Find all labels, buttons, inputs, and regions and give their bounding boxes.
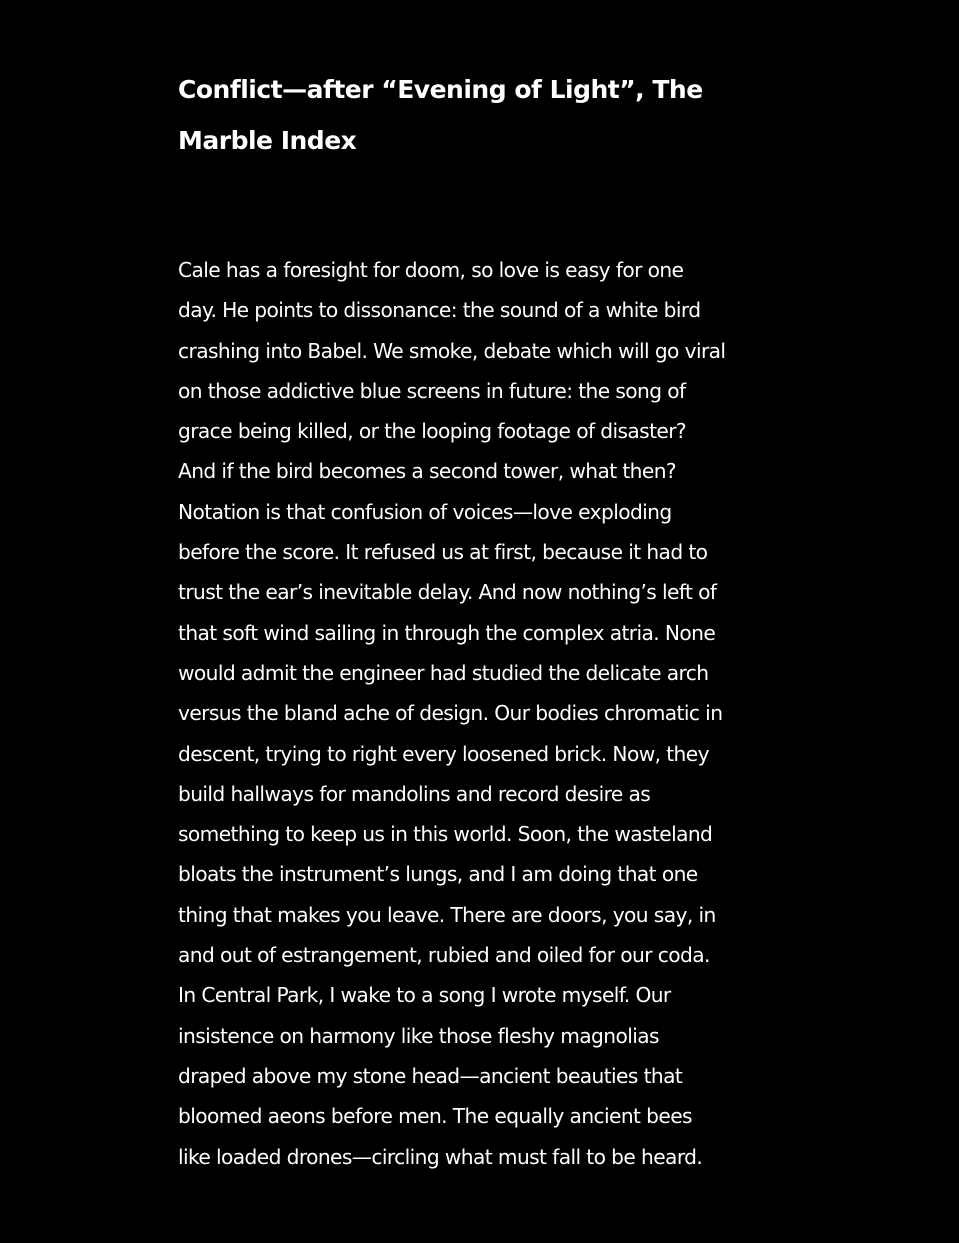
poem-title: Conflict—after “Evening of Light”, The Marble Index: [178, 75, 703, 155]
poem-line: bloomed aeons before men. The equally ancient bees: [178, 1104, 692, 1129]
poem-line: descent, trying to right every loosened brick. Now, they: [178, 741, 709, 766]
poem-line: Cale has a foresight for doom, so love is easy for one: [178, 258, 684, 282]
poem-line: day. He points to dissonance: the sound of a white bird: [178, 298, 701, 323]
poem-line: grace being killed, or the looping footage of disaster?: [178, 419, 687, 444]
poem-line: insistence on harmony like those fleshy magnolias: [178, 1023, 659, 1048]
poem-line: and out of estrangement, rubied and oiled for our coda.: [178, 943, 710, 968]
poem-line: like loaded drones—circling what must fall to be heard.: [178, 1144, 703, 1169]
poem-line: on those addictive blue screens in future: the song of: [178, 378, 686, 403]
poem-line: before the score. It refused us at first, because it had to: [178, 540, 708, 565]
poem-body: [178, 250, 838, 1177]
poem-line: build hallways for mandolins and record desire as: [178, 781, 651, 806]
poem-line: In Central Park, I wake to a song I wrote myself. Our: [178, 983, 671, 1008]
poem-line: something to keep us in this world. Soon, the wasteland: [178, 822, 713, 847]
poem-line: would admit the engineer had studied the delicate arch: [178, 660, 709, 685]
poem-line: And if the bird becomes a second tower, what then?: [178, 459, 676, 484]
poem-line: Notation is that confusion of voices—love exploding: [178, 499, 672, 524]
poem-line: versus the bland ache of design. Our bodies chromatic in: [178, 701, 723, 726]
poem-line: trust the ear’s inevitable delay. And now nothing’s left of: [178, 580, 717, 605]
poem-line: draped above my stone head—ancient beauties that: [178, 1063, 683, 1088]
poem-line: bloats the instrument’s lungs, and I am doing that one: [178, 862, 698, 887]
poem-line: crashing into Babel. We smoke, debate which will go viral: [178, 338, 726, 363]
poem-page: [178, 64, 838, 1169]
poem-line: thing that makes you leave. There are doors, you say, in: [178, 902, 716, 927]
poem-line: that soft wind sailing in through the complex atria. None: [178, 620, 716, 645]
